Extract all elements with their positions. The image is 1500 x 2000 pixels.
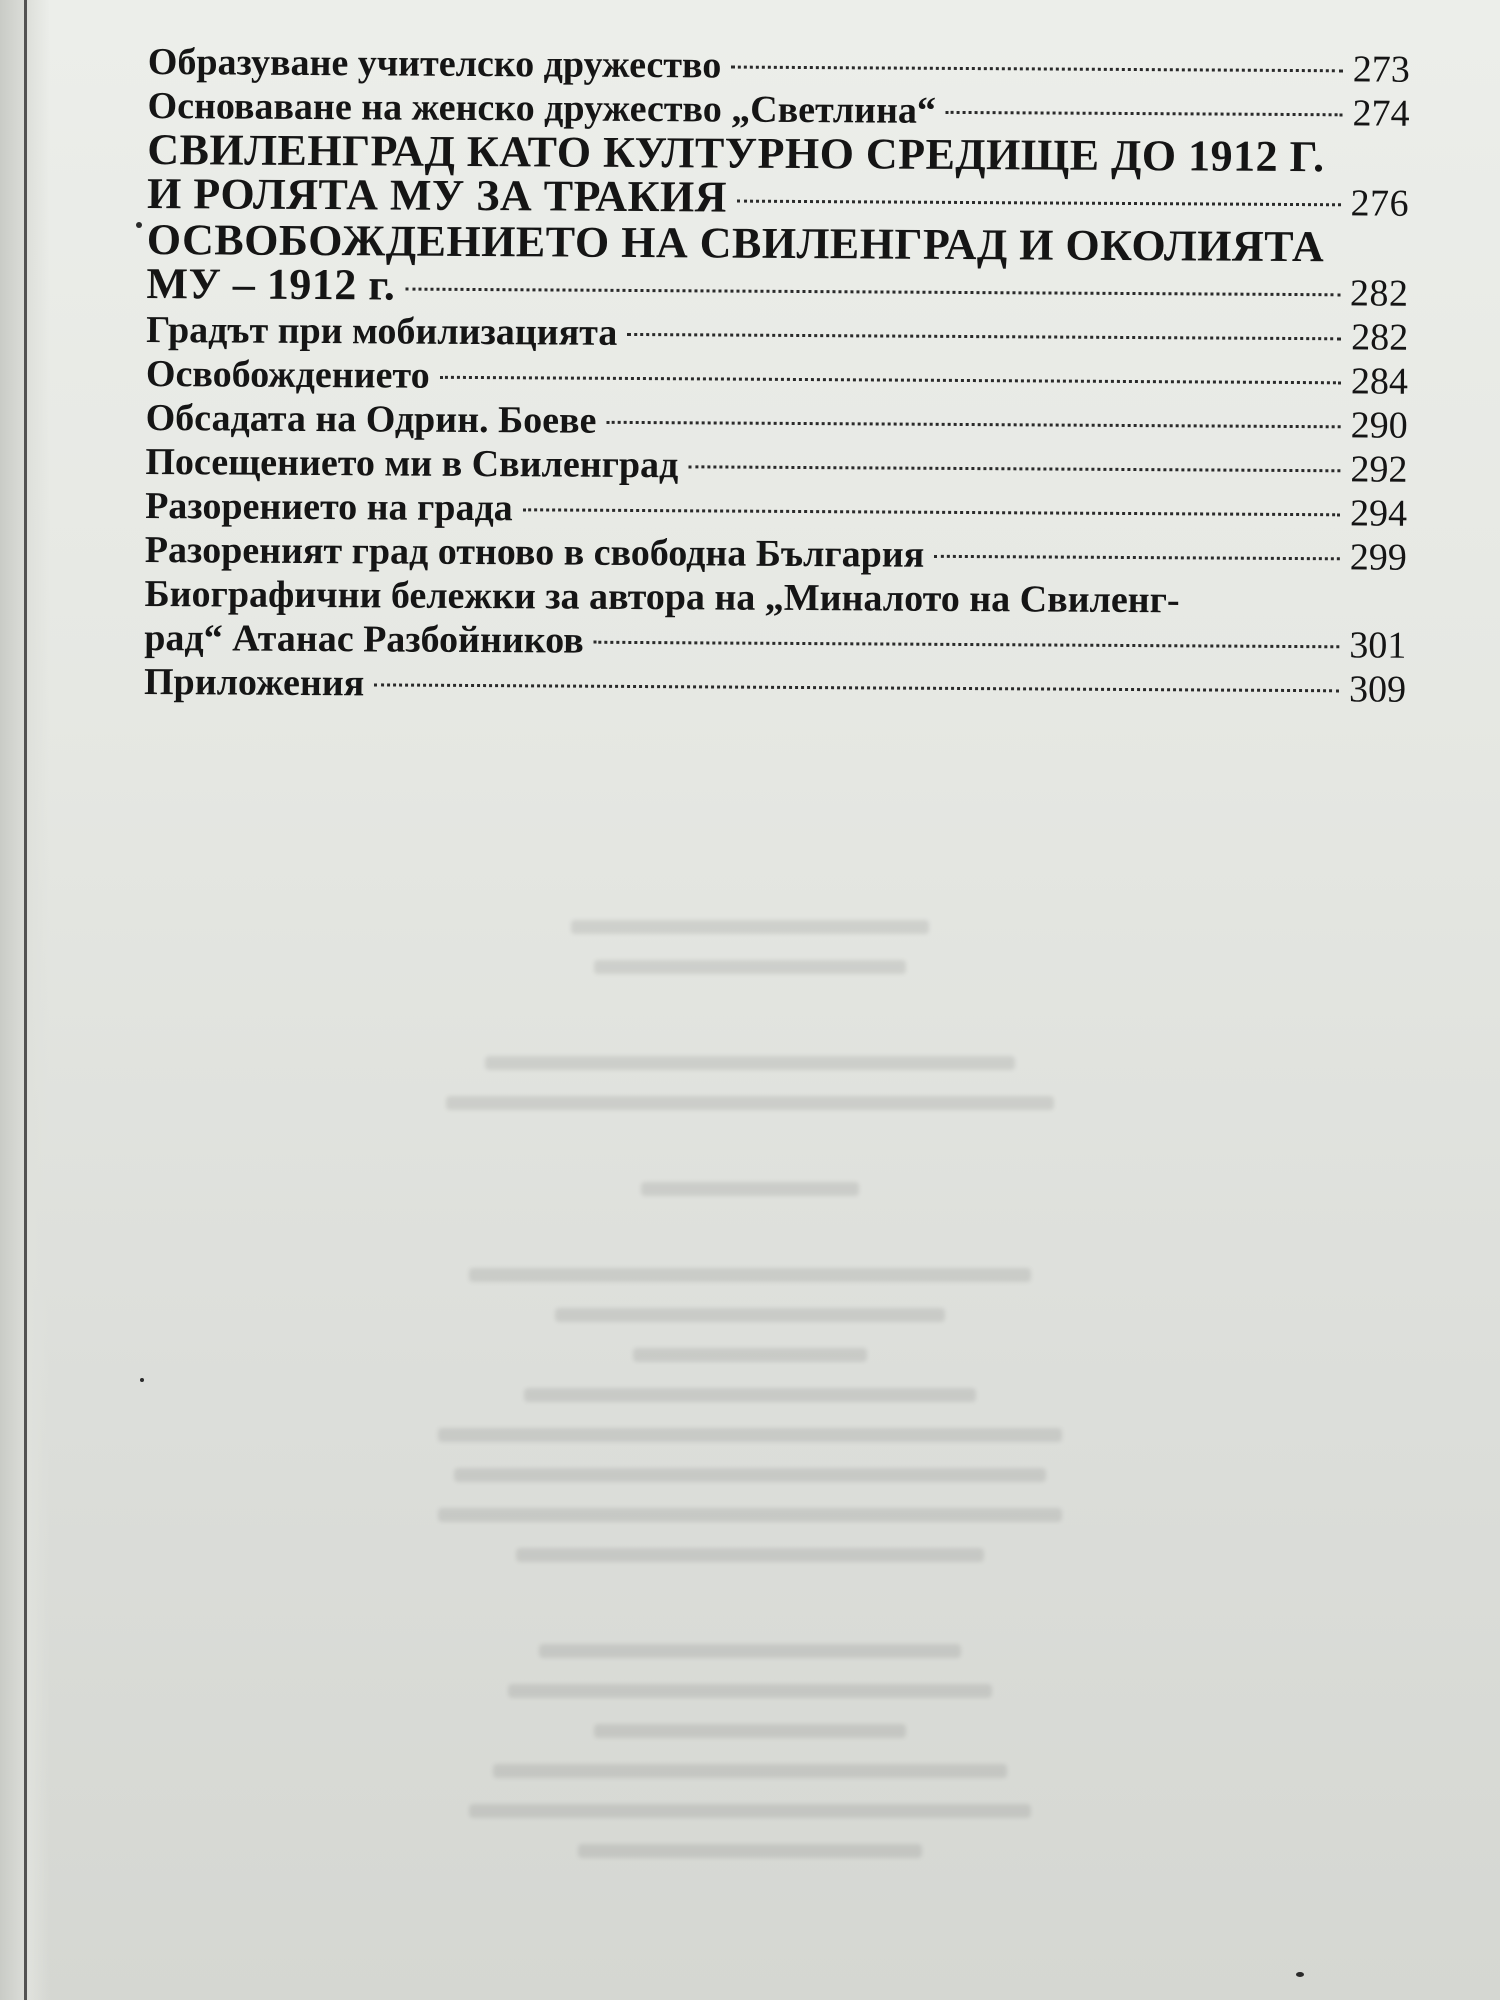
toc-entry-title: Градът при мобилизацията (146, 308, 618, 354)
toc-entry-page: 274 (1352, 92, 1410, 135)
toc-entry-page: 282 (1351, 316, 1409, 359)
toc-entry-title: Разорението на града (145, 484, 513, 530)
toc-entry-page: 309 (1348, 668, 1407, 711)
toc-entry (145, 528, 1407, 580)
toc-entry-title: И РОЛЯТА МУ ЗА ТРАКИЯ (146, 168, 728, 222)
dot-leader (688, 465, 1340, 472)
dot-leader (606, 421, 1340, 428)
toc-entry (144, 660, 1406, 712)
toc-entry (145, 484, 1407, 536)
dot-leader (523, 508, 1340, 516)
dot-leader (946, 111, 1343, 116)
toc-entry-page: 282 (1349, 272, 1409, 315)
toc-entry-page: 276 (1350, 182, 1410, 225)
page-speck (140, 1378, 144, 1382)
toc-entry-page: 273 (1352, 48, 1410, 91)
toc-entry-title: Образуване учителско дружество (147, 40, 722, 87)
dot-leader (594, 641, 1340, 649)
dot-leader (374, 683, 1339, 692)
table-of-contents (144, 40, 1410, 712)
page-speck (136, 222, 142, 228)
toc-entry-page: 292 (1350, 448, 1408, 491)
toc-entry-title: Обсадата на Одрин. Боеве (145, 396, 597, 442)
toc-entry (146, 352, 1408, 404)
toc-entry-line: Биографични бележки за автора на „Миналото на Свиленг- (144, 572, 1180, 622)
dot-leader (731, 66, 1343, 73)
toc-entry-title: Освобождението (145, 352, 430, 397)
dot-leader (737, 200, 1341, 207)
toc-section-heading-line: ОСВОБОЖДЕНИЕТО НА СВИЛЕНГРАД И ОКОЛИЯТА (146, 214, 1325, 272)
dot-leader (405, 288, 1340, 297)
toc-entry (146, 396, 1408, 448)
toc-entry (145, 440, 1407, 492)
toc-entry (148, 40, 1410, 92)
binding-edge (24, 0, 27, 2000)
toc-entry (146, 308, 1408, 360)
toc-entry-title: Основаване на женско дружество „Светлина“ (147, 84, 937, 132)
toc-entry-page: 284 (1350, 360, 1409, 403)
toc-section-heading-line: СВИЛЕНГРАД КАТО КУЛТУРНО СРЕДИЩЕ ДО 1912 Г. (147, 124, 1325, 182)
toc-entry (144, 616, 1406, 668)
toc-entry-page: 301 (1349, 624, 1407, 667)
dot-leader (934, 555, 1340, 560)
page-speck (1296, 1972, 1304, 1977)
toc-entry-title: Разореният град отново в свободна България (144, 528, 925, 576)
toc-entry-page: 299 (1349, 536, 1407, 579)
dot-leader (627, 333, 1341, 340)
dot-leader (440, 376, 1341, 385)
toc-entry-title: Приложения (143, 660, 365, 705)
show-through-text (360, 920, 1140, 1820)
toc-entry-page: 290 (1350, 404, 1408, 447)
toc-entry-page: 294 (1350, 492, 1408, 535)
toc-entry-title: рад“ Атанас Разбойников (144, 616, 584, 662)
toc-entry-title: Посещението ми в Свиленград (145, 440, 679, 487)
toc-entry-title: МУ – 1912 г. (146, 258, 396, 310)
